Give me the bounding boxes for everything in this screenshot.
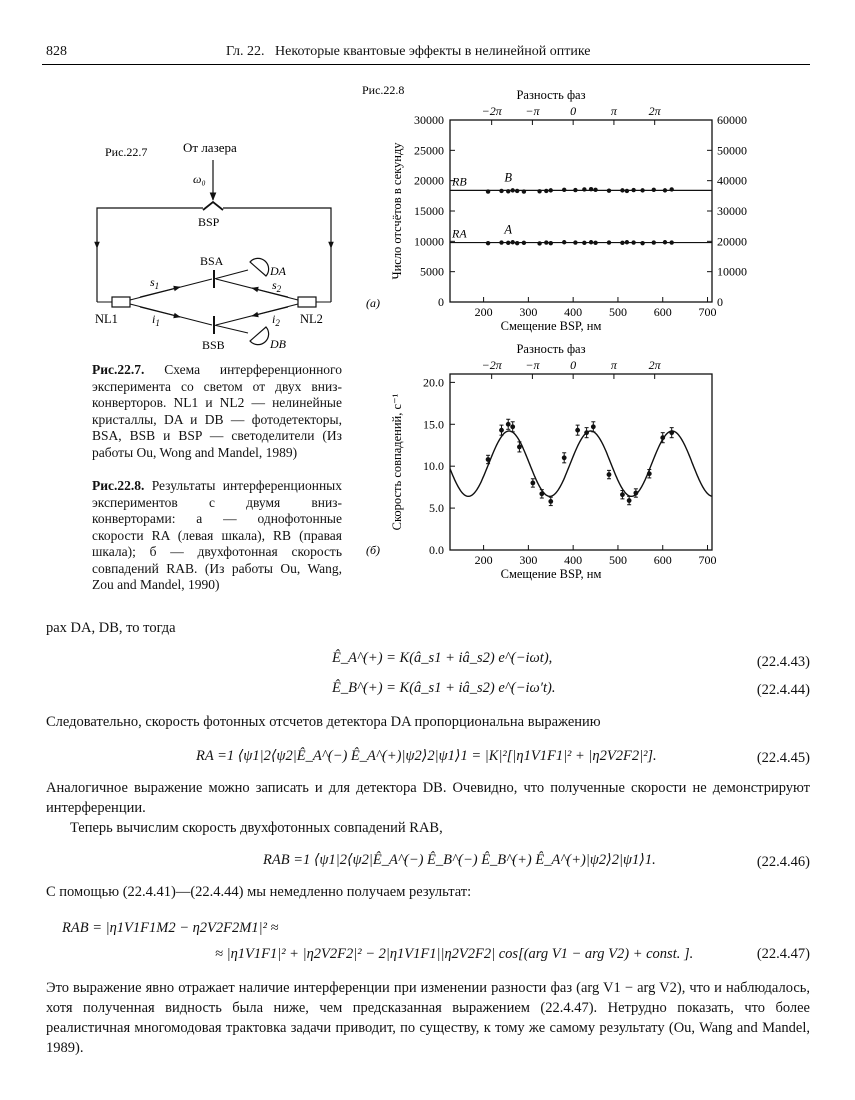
top-tick-label: 2π bbox=[648, 358, 661, 372]
data-point-RB bbox=[522, 189, 526, 193]
detector-a bbox=[250, 258, 269, 276]
text-line-5: С помощью (22.4.41)—(22.4.44) мы немедленно получаем результат: bbox=[46, 884, 472, 900]
equation-22-4-46: RAB =1 ⟨ψ1|2⟨ψ2|Ê_A^(−) Ê_B^(−) Ê_B^(+) Ê_A^(+)|ψ2⟩2|ψ1⟩1. bbox=[263, 852, 656, 868]
figure-22-7 bbox=[80, 130, 360, 355]
text-line-2: Следовательно, скорость фотонных отсчетов детектора DA пропорциональна выражению bbox=[46, 714, 601, 730]
x-tick-label: 600 bbox=[653, 553, 672, 567]
data-point-RB bbox=[582, 187, 586, 191]
data-point bbox=[633, 491, 638, 496]
page-number: 828 bbox=[46, 44, 67, 59]
data-point-RB bbox=[562, 188, 566, 192]
top-tick-label: 2π bbox=[648, 104, 661, 118]
point-label-RA: A bbox=[504, 222, 513, 237]
data-point bbox=[530, 481, 535, 486]
bs-p-splitter bbox=[203, 202, 223, 210]
x-tick-label: 300 bbox=[519, 553, 538, 567]
series-label-RB: RB bbox=[452, 174, 467, 189]
d-a-label: DA bbox=[270, 264, 286, 278]
y-right-tick-label: 20000 bbox=[717, 234, 747, 249]
x-tick-label: 200 bbox=[474, 305, 493, 319]
equation-number-44: (22.4.44) bbox=[756, 682, 810, 698]
point-label-RB: B bbox=[504, 170, 513, 185]
equation-22-4-47-line-1: RAB = |η1V1F1M2 − η2V2F2M1|² ≈ bbox=[62, 920, 279, 936]
data-point-RA bbox=[499, 240, 503, 244]
data-point bbox=[647, 471, 652, 476]
top-tick-label: −π bbox=[525, 104, 540, 118]
nl1-label: NL1 bbox=[95, 312, 118, 326]
data-point bbox=[669, 430, 674, 435]
data-point-RA bbox=[506, 241, 510, 245]
chart-b bbox=[360, 342, 780, 587]
caption-22-7-label: Рис.22.7. bbox=[92, 362, 145, 377]
data-point-RA bbox=[640, 241, 644, 245]
data-point-RB bbox=[607, 188, 611, 192]
x-tick-label: 600 bbox=[653, 305, 672, 319]
y-tick-label: 0 bbox=[438, 295, 444, 309]
data-point bbox=[562, 455, 567, 460]
x-axis-label: Смещение BSP, нм bbox=[500, 567, 602, 581]
data-point-RA bbox=[573, 240, 577, 244]
data-point-RB bbox=[506, 189, 510, 193]
nl2-crystal bbox=[298, 297, 316, 307]
data-point-RB bbox=[652, 188, 656, 192]
data-point-RB bbox=[511, 188, 515, 192]
y-tick-label: 25000 bbox=[414, 143, 444, 158]
chart-a bbox=[360, 82, 780, 342]
data-point bbox=[620, 492, 625, 497]
y-right-tick-label: 10000 bbox=[717, 264, 747, 279]
data-point-RB bbox=[537, 189, 541, 193]
data-point-RA bbox=[537, 241, 541, 245]
data-point-RA bbox=[589, 240, 593, 244]
data-point-RB bbox=[640, 188, 644, 192]
y-tick-label: 10.0 bbox=[423, 459, 444, 474]
x-tick-label: 700 bbox=[698, 553, 717, 567]
y-tick-label: 20.0 bbox=[423, 375, 444, 390]
laser-label: От лазера bbox=[183, 140, 237, 155]
equation-22-4-44: Ê_B^(+) = K(â_s1 + iâ_s2) e^(−iω′t). bbox=[332, 680, 556, 696]
x-tick-label: 300 bbox=[519, 305, 538, 319]
data-point bbox=[548, 499, 553, 504]
bs-b-label: BSB bbox=[202, 338, 225, 352]
data-point-RA bbox=[486, 241, 490, 245]
data-point-RA bbox=[582, 241, 586, 245]
x-tick-label: 400 bbox=[564, 553, 583, 567]
top-tick-label: π bbox=[610, 104, 617, 118]
caption-22-7-text: Схема интерференционного эксперимента со светом от двух вниз-конверторов. NL1 и NL2 — нелинейные кристаллы, DA и DB — фотодетекторы, BSA, BSB и BSP — светоделители (Из работы Ou, Wong and Mandel, 1989) bbox=[92, 362, 342, 460]
equation-number-46: (22.4.46) bbox=[756, 854, 810, 870]
bs-a-label: BSA bbox=[200, 254, 224, 268]
data-point-RB bbox=[669, 187, 673, 191]
x-tick-label: 500 bbox=[608, 305, 627, 319]
data-point-RA bbox=[593, 241, 597, 245]
data-point bbox=[506, 422, 511, 427]
data-point-RB bbox=[589, 187, 593, 191]
y-right-tick-label: 0 bbox=[717, 295, 723, 309]
omega-label: ω₀ bbox=[193, 172, 206, 186]
plot-frame bbox=[450, 120, 712, 302]
x-tick-label: 400 bbox=[564, 305, 583, 319]
y-tick-label: 5000 bbox=[420, 264, 444, 279]
y-tick-label: 30000 bbox=[414, 113, 444, 127]
data-point-RB bbox=[620, 188, 624, 192]
data-point-RB bbox=[625, 189, 629, 193]
y-axis-label: Скорость совпадений, с⁻¹ bbox=[390, 393, 404, 531]
data-point-RA bbox=[522, 241, 526, 245]
nl1-crystal bbox=[112, 297, 130, 307]
top-tick-label: −2π bbox=[481, 104, 502, 118]
y-tick-label: 20000 bbox=[414, 173, 444, 188]
data-point bbox=[517, 445, 522, 450]
x-axis-label: Смещение BSP, нм bbox=[500, 319, 602, 333]
top-tick-label: π bbox=[610, 358, 617, 372]
panel-label: (б) bbox=[366, 543, 381, 557]
y-right-tick-label: 60000 bbox=[717, 113, 747, 127]
data-point-RB bbox=[631, 188, 635, 192]
data-point-RB bbox=[573, 188, 577, 192]
data-point bbox=[584, 430, 589, 435]
y-right-tick-label: 40000 bbox=[717, 173, 747, 188]
data-point-RA bbox=[620, 241, 624, 245]
y-tick-label: 5.0 bbox=[429, 501, 444, 516]
text-paragraph-3: Аналогичное выражение можно записать и для детектора DB. Очевидно, что полученные скорости не демонстрируют интерференции. bbox=[46, 780, 810, 816]
y-tick-label: 0.0 bbox=[429, 543, 444, 557]
top-tick-label: 0 bbox=[570, 104, 577, 118]
i2-label: $i_2$ bbox=[272, 312, 280, 328]
detector-b bbox=[250, 327, 269, 345]
top-tick-label: 0 bbox=[570, 358, 577, 372]
text-paragraph-6: Это выражение явно отражает наличие интерференции при изменении разности фаз (arg V1 − arg V2), что и наблюдалось, хотя полученная видность была ниже, чем предсказанная выражением (22.4.47). Нетрудно показать, что более реалистичная многомодовая трактовка задачи приводит, по существу, к тому же самому результату (Ou, Wang and Mandel, 1989). bbox=[46, 980, 810, 1056]
data-point-RA bbox=[544, 240, 548, 244]
x-tick-label: 200 bbox=[474, 553, 493, 567]
equation-22-4-43: Ê_A^(+) = K(â_s1 + iâ_s2) e^(−iωt), bbox=[332, 650, 553, 666]
data-point-RB bbox=[486, 189, 490, 193]
top-axis-label: Разность фаз bbox=[516, 342, 586, 356]
data-point bbox=[607, 472, 612, 477]
y-right-tick-label: 50000 bbox=[717, 143, 747, 158]
data-point-RA bbox=[669, 240, 673, 244]
top-axis-label: Разность фаз bbox=[516, 88, 586, 102]
equation-22-4-45: RA =1 ⟨ψ1|2⟨ψ2|Ê_A^(−) Ê_A^(+)|ψ2⟩2|ψ1⟩1 = |K|²[|η1V1F1|² + |η2V2F2|²]. bbox=[196, 748, 657, 764]
data-point bbox=[627, 498, 632, 503]
data-point-RA bbox=[607, 240, 611, 244]
header-rule bbox=[42, 64, 810, 65]
s2-label: $s_2$ bbox=[272, 278, 282, 294]
x-tick-label: 700 bbox=[698, 305, 717, 319]
data-point-RA bbox=[652, 240, 656, 244]
y-tick-label: 15000 bbox=[414, 204, 444, 218]
data-point bbox=[591, 424, 596, 429]
y-axis-label: Число отсчётов в секунду bbox=[390, 142, 404, 280]
caption-22-8-label: Рис.22.8. bbox=[92, 478, 145, 493]
data-point-RB bbox=[593, 188, 597, 192]
data-point-RB bbox=[549, 188, 553, 192]
data-point-RB bbox=[663, 188, 667, 192]
top-tick-label: −2π bbox=[481, 358, 502, 372]
s1-label: $s_1$ bbox=[150, 275, 160, 291]
caption-22-7 bbox=[92, 362, 342, 461]
running-title: Гл. 22. Некоторые квантовые эффекты в нелинейной оптике bbox=[226, 44, 591, 59]
bs-p-label: BSP bbox=[198, 215, 220, 229]
data-point bbox=[510, 424, 515, 429]
data-point bbox=[499, 428, 504, 433]
data-point-RB bbox=[499, 189, 503, 193]
caption-22-8 bbox=[92, 478, 342, 594]
x-tick-label: 500 bbox=[608, 553, 627, 567]
equation-number-43: (22.4.43) bbox=[756, 654, 810, 670]
data-point-RA bbox=[663, 240, 667, 244]
series-label-RA: RA bbox=[452, 226, 467, 241]
nl2-label: NL2 bbox=[300, 312, 323, 326]
i1-label: $i_1$ bbox=[152, 312, 160, 328]
text-line-1: рах DA, DB, то тогда bbox=[46, 620, 176, 636]
y-right-tick-label: 30000 bbox=[717, 204, 747, 218]
data-point-RA bbox=[631, 240, 635, 244]
equation-22-4-47-line-2: ≈ |η1V1F1|² + |η2V2F2|² − 2|η1V1F1||η2V2F2| cos[(arg V1 − arg V2) + const. ]. bbox=[215, 946, 694, 962]
equation-number-47: (22.4.47) bbox=[756, 946, 810, 962]
data-point-RA bbox=[549, 241, 553, 245]
text-line-4: Теперь вычислим скорость двухфотонных совпадений RAB, bbox=[70, 820, 443, 836]
data-point bbox=[539, 491, 544, 496]
data-point bbox=[486, 457, 491, 462]
data-point-RB bbox=[515, 189, 519, 193]
data-point bbox=[575, 428, 580, 433]
y-tick-label: 10000 bbox=[414, 234, 444, 249]
data-point-RA bbox=[625, 240, 629, 244]
caption-22-8-text: Результаты интерференционных экспериментов с двумя вниз- конверторами: а — однофотонные скорости RA (левая шкала), RB (правая шкала); б — двухфотонная скорость совпадений RAB. (Из работы Ou, Wang, Zou and Mandel, 1990) bbox=[92, 478, 342, 592]
y-tick-label: 15.0 bbox=[423, 417, 444, 432]
d-b-label: DB bbox=[270, 337, 286, 351]
data-point-RB bbox=[544, 189, 548, 193]
data-point-RA bbox=[562, 240, 566, 244]
data-point-RA bbox=[515, 241, 519, 245]
panel-label: (a) bbox=[366, 296, 380, 310]
fig228-label: Рис.22.8 bbox=[362, 83, 405, 97]
data-point-RA bbox=[511, 240, 515, 244]
fig227-label: Рис.22.7 bbox=[105, 145, 148, 159]
equation-number-45: (22.4.45) bbox=[756, 750, 810, 766]
top-tick-label: −π bbox=[525, 358, 540, 372]
data-point bbox=[660, 435, 665, 440]
